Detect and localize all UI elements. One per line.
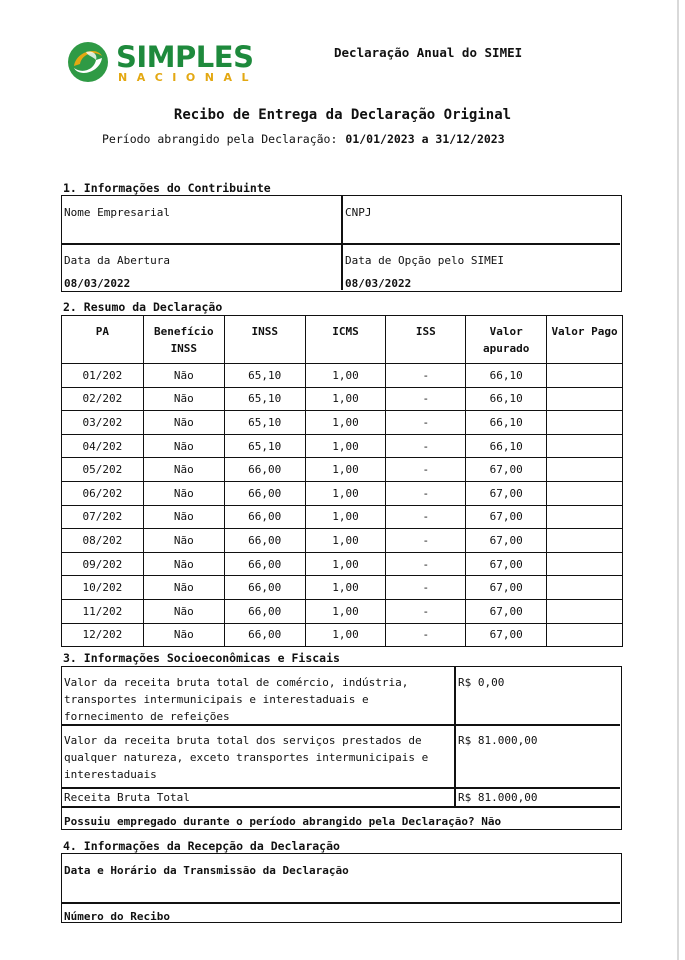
table-row [62,411,623,435]
table-cell: 65,10 [224,411,305,435]
section-3-title: 3. Informações Socioeconômicas e Fiscais [63,651,340,665]
receita-servicos-label: Valor da receita bruta total dos serviços prestados de qualquer natureza, exceto transportes intermunicipais e interestaduais [64,734,429,781]
table-cell: 67,00 [466,481,547,505]
column-header-text: Benefício INSS [154,325,214,355]
data-opcao-value: 08/03/2022 [345,277,412,290]
table-cell: - [386,458,466,482]
table-body [62,364,623,647]
table-cell: 66,00 [224,623,305,647]
table-cell: 06/202 [62,481,144,505]
table-cell: 12/202 [62,623,144,647]
table-cell: - [386,505,466,529]
table-cell: 66,00 [224,599,305,623]
table-cell [547,623,623,647]
table-cell: Não [143,458,224,482]
table-cell: 67,00 [466,529,547,553]
column-header: ICMS [305,316,386,364]
table-cell: 66,10 [466,434,547,458]
table-cell: - [386,364,466,388]
table-cell: - [386,434,466,458]
table-cell: - [386,623,466,647]
section-1-title: 1. Informações do Contribuinte [63,181,271,195]
table-header-row [62,316,623,364]
column-divider [454,667,456,807]
table-cell: Não [143,434,224,458]
receita-total-label: Receita Bruta Total [64,791,190,804]
table-cell: 08/202 [62,529,144,553]
logo-wordmark-nacional: NACIONAL [118,71,258,84]
row-divider [62,902,620,904]
cnpj-label: CNPJ [345,206,372,219]
table-cell: 03/202 [62,411,144,435]
table-cell: 09/202 [62,552,144,576]
section-4-title: 4. Informações da Recepção da Declaração [63,839,340,853]
period-value: 01/01/2023 a 31/12/2023 [345,132,505,146]
column-header: PA [62,316,144,364]
table-cell: 66,10 [466,387,547,411]
data-abertura-label: Data da Abertura [64,254,170,267]
contribuinte-box [61,195,622,292]
table-cell: - [386,529,466,553]
table-cell: - [386,599,466,623]
table-cell [547,576,623,600]
table-cell [547,529,623,553]
table-row [62,481,623,505]
column-header [466,316,547,364]
table-row [62,576,623,600]
table-cell: 1,00 [305,458,386,482]
column-header: Valor Pago [547,316,623,364]
empregado-question: Possuiu empregado durante o período abrangido pela Declaração? Não [64,815,502,828]
table-cell: Não [143,529,224,553]
table-cell: Não [143,387,224,411]
table-cell: 02/202 [62,387,144,411]
table-cell [547,387,623,411]
table-cell: 07/202 [62,505,144,529]
logo-wordmark-simples: SIMPLES [116,40,254,74]
resumo-table [61,315,623,647]
receita-total-value: R$ 81.000,00 [458,791,538,804]
simples-nacional-logo [66,40,258,88]
table-cell: 05/202 [62,458,144,482]
table-cell: 67,00 [466,599,547,623]
period-label: Período abrangido pela Declaração: [102,132,338,146]
numero-recibo-label: Número do Recibo [64,910,170,923]
data-abertura-value: 08/03/2022 [64,277,131,290]
table-row [62,552,623,576]
data-opcao-label: Data de Opção pelo SIMEI [345,254,504,267]
section-2-title: 2. Resumo da Declaração [63,300,223,314]
receita-comercio-value: R$ 0,00 [458,676,505,689]
table-cell: 66,10 [466,364,547,388]
table-cell: 65,10 [224,387,305,411]
receita-servicos-value: R$ 81.000,00 [458,734,538,747]
table-cell: Não [143,576,224,600]
table-cell: 1,00 [305,411,386,435]
table-cell: 11/202 [62,599,144,623]
table-cell: Não [143,552,224,576]
table-cell: 66,00 [224,458,305,482]
table-cell: 66,00 [224,576,305,600]
table-cell: - [386,552,466,576]
table-cell: 67,00 [466,576,547,600]
table-cell: Não [143,364,224,388]
table-cell: 1,00 [305,505,386,529]
table-cell: 65,10 [224,364,305,388]
period-line [102,132,505,146]
socioeconomicas-box [61,666,622,830]
table-cell: 66,10 [466,411,547,435]
row-divider [62,806,620,808]
table-cell: Não [143,481,224,505]
table-cell: - [386,576,466,600]
table-cell [547,364,623,388]
logo-emblem-icon [66,40,112,84]
table-cell: 1,00 [305,434,386,458]
table-cell: 10/202 [62,576,144,600]
table-cell: 66,00 [224,505,305,529]
table-row [62,458,623,482]
table-cell: Não [143,623,224,647]
recepcao-box [61,853,622,923]
table-cell: 66,00 [224,481,305,505]
table-cell: 1,00 [305,599,386,623]
nome-empresarial-label: Nome Empresarial [64,206,170,219]
table-cell: 1,00 [305,529,386,553]
table-cell [547,458,623,482]
table-cell: 67,00 [466,458,547,482]
table-cell: 66,00 [224,552,305,576]
table-row [62,387,623,411]
table-cell: 1,00 [305,552,386,576]
table-cell [547,599,623,623]
receita-comercio-label: Valor da receita bruta total de comércio, indústria, transportes intermunicipais e interestaduais e fornecimento de refeições [64,676,409,723]
table-row [62,529,623,553]
table-cell: 1,00 [305,364,386,388]
table-cell [547,434,623,458]
page-title: Recibo de Entrega da Declaração Original [173,107,512,123]
table-cell: 04/202 [62,434,144,458]
column-header-text: Valor apurado [482,325,530,355]
column-header: INSS [224,316,305,364]
table-cell: 67,00 [466,623,547,647]
table-cell: 1,00 [305,623,386,647]
table-cell: 65,10 [224,434,305,458]
table-row [62,623,623,647]
table-cell: 1,00 [305,576,386,600]
table-cell: 01/202 [62,364,144,388]
table-cell: 1,00 [305,387,386,411]
table-cell: - [386,481,466,505]
table-cell: 67,00 [466,505,547,529]
table-cell: 67,00 [466,552,547,576]
table-cell: 66,00 [224,529,305,553]
table-cell: Não [143,599,224,623]
table-cell [547,552,623,576]
table-cell [547,411,623,435]
table-row [62,505,623,529]
transmissao-label: Data e Horário da Transmissão da Declaração [64,864,349,877]
table-cell: - [386,411,466,435]
page-edge [677,0,679,960]
table-cell [547,505,623,529]
table-cell: Não [143,505,224,529]
column-header [143,316,224,364]
document-type: Declaração Anual do SIMEI [334,45,523,60]
table-row [62,364,623,388]
row-divider [62,243,620,245]
table-row [62,434,623,458]
table-cell: - [386,387,466,411]
table-cell: Não [143,411,224,435]
column-header: ISS [386,316,466,364]
table-cell [547,481,623,505]
table-cell: 1,00 [305,481,386,505]
table-row [62,599,623,623]
